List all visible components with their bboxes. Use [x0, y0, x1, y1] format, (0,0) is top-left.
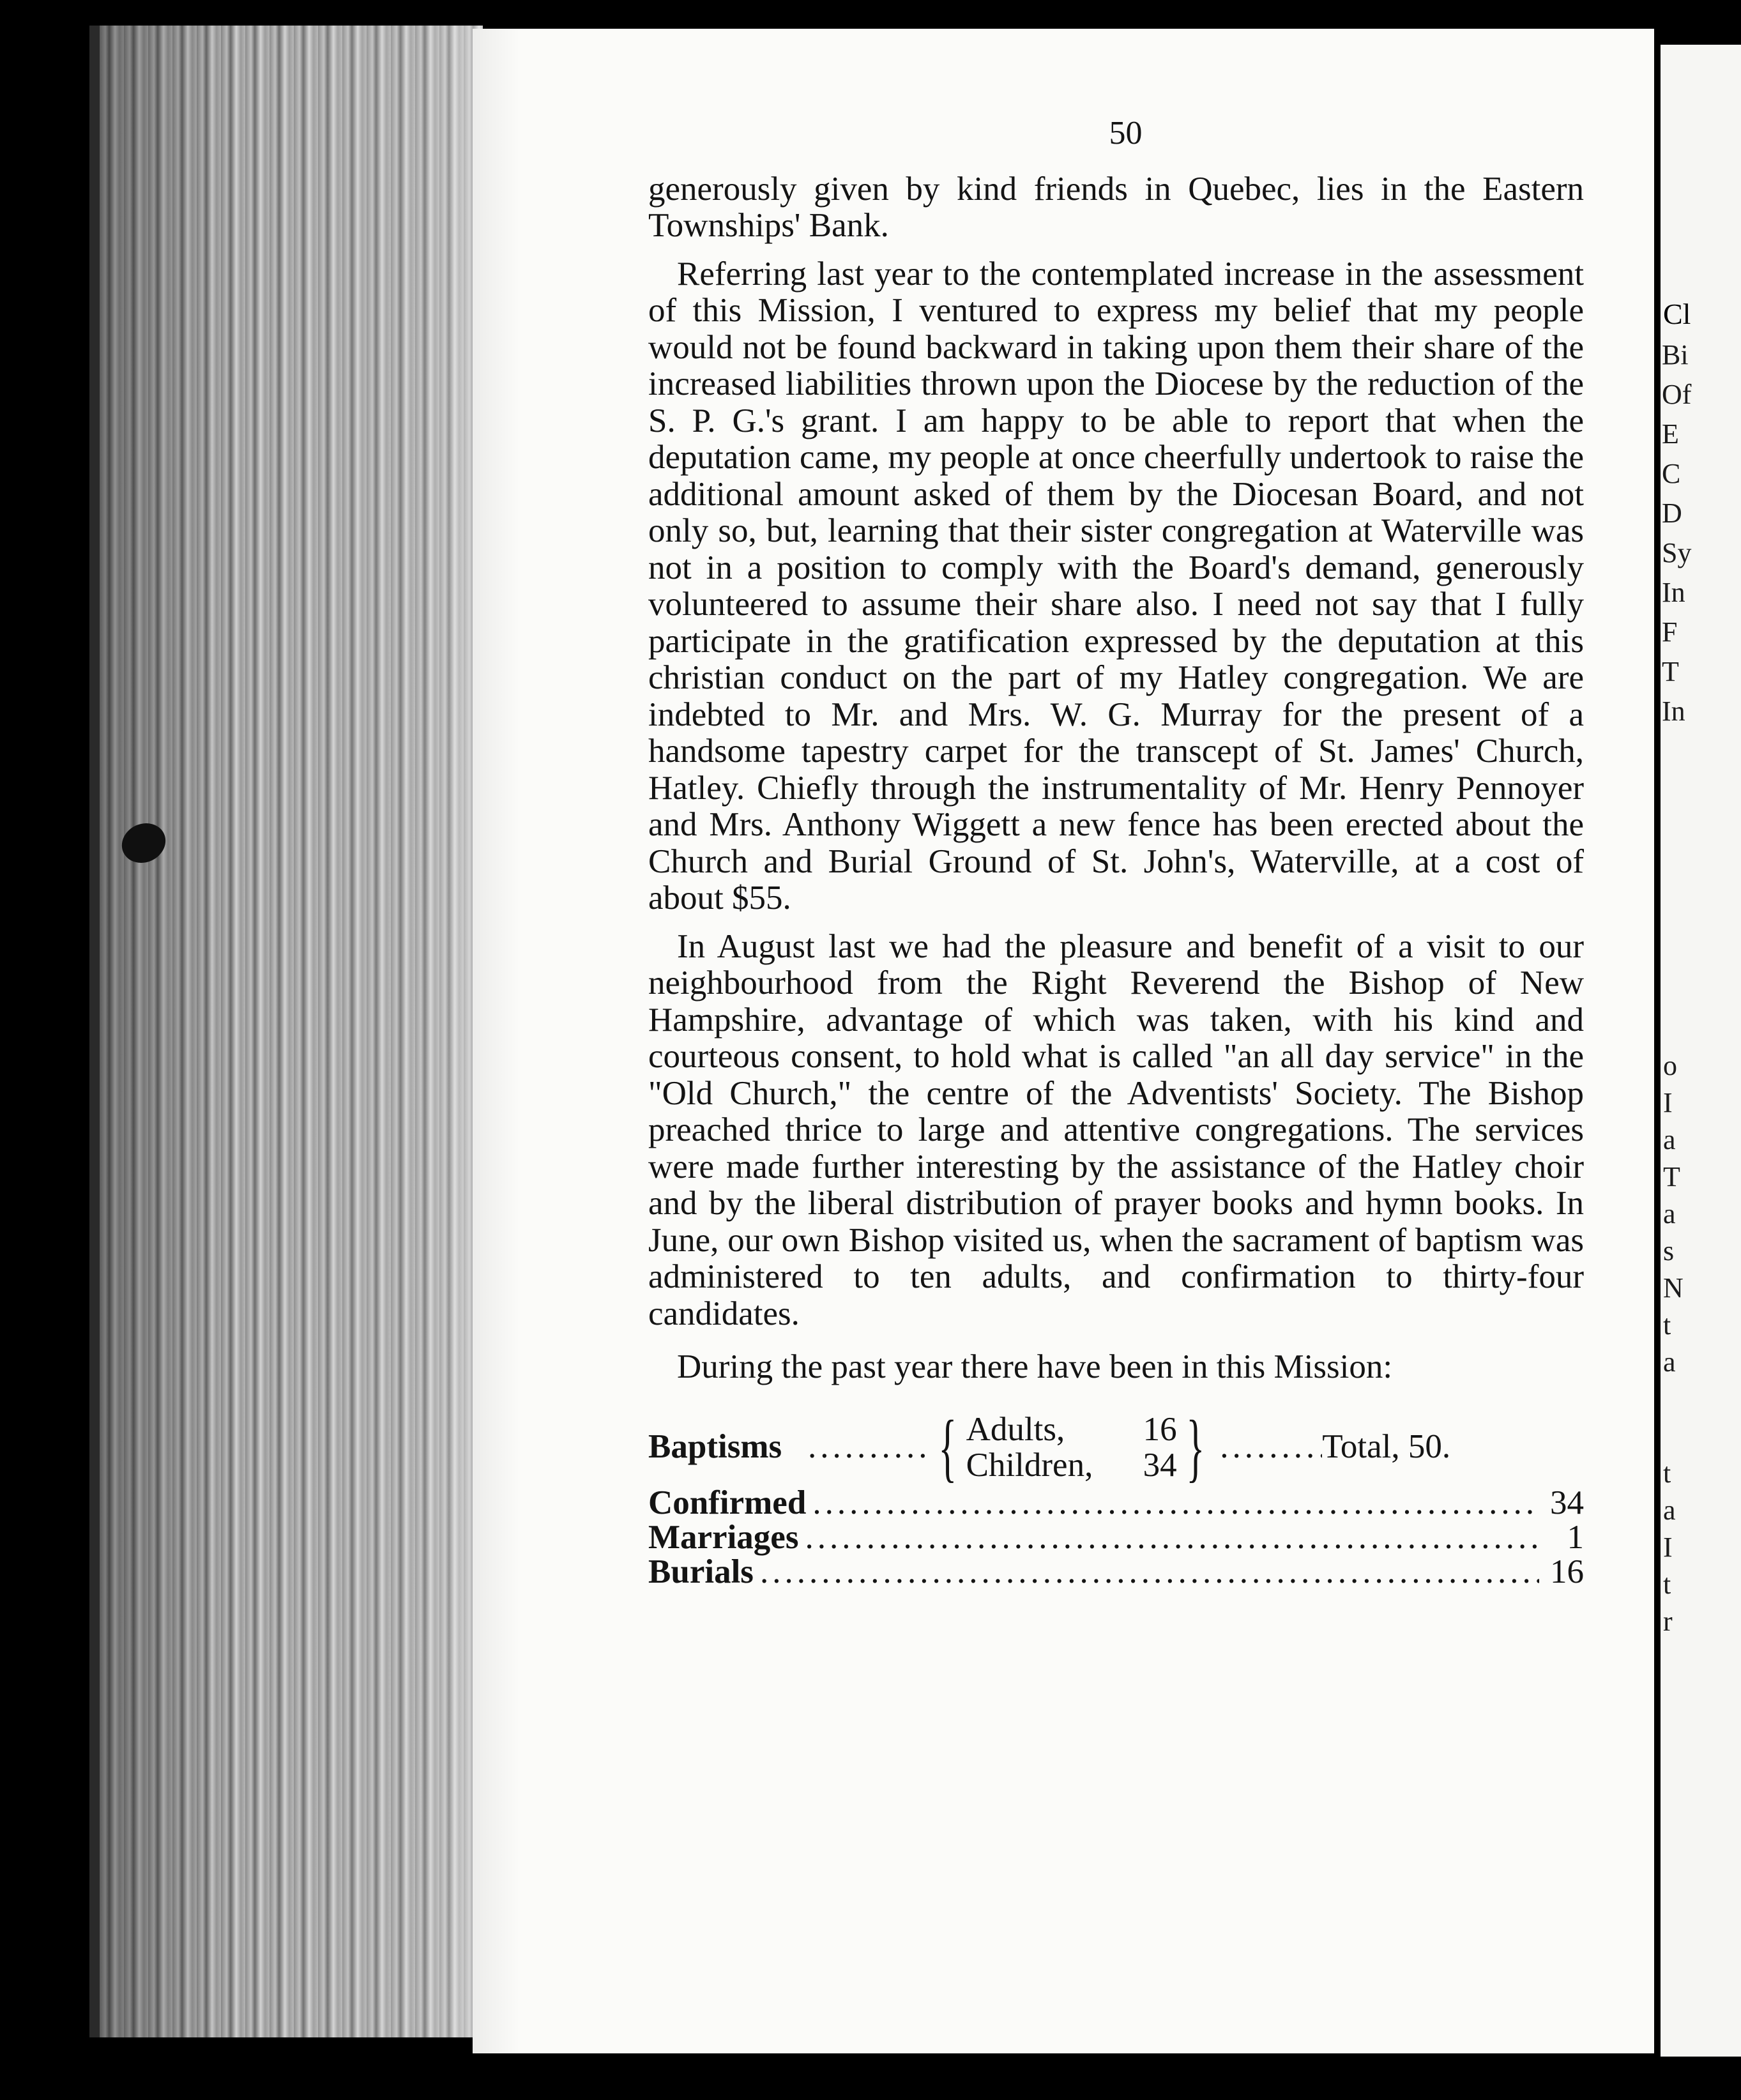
paragraph: Referring last year to the contemplated increase in the assessment of this Mission, I ventured to express my belief that my people would not be found backward in taking upon them their share of the increased liabilities thrown upon the Diocese by the reduction of the S. P. G.'s grant. I am happy to be able to report that when the deputation came, my people at once cheerfully undertook to raise the additional amount asked of them by the Diocesan Board, and not only so, but, learning that their sister congregation at Waterville was not in a position to comply with the Board's demand, generously volunteered to assume their share also. I need not say that I fully participate in the gratification expressed by the deputation at this christian conduct on the part of my Hatley congregation. We are indebted to Mr. and Mrs. W. G. Murray for the present of a handsome tapestry carpet for the transcept of St. James' Church, Hatley. Chiefly through the instrumentality of Mr. Henry Pennoyer and Mrs. Anthony Wiggett a new fence has been erected about the Church and Burial Ground of St. John's, Waterville, at a cost of about $55. — [648, 255, 1584, 917]
facing-page-letter: t — [1663, 1457, 1671, 1489]
facing-page-upper-column — [1662, 335, 1691, 731]
children-value: 34 — [1143, 1446, 1177, 1484]
page-edges — [89, 26, 483, 2037]
paragraph: generously given by kind friends in Quebec, lies in the Eastern Townships' Bank. — [648, 170, 1584, 244]
brace-right: } — [1186, 1404, 1205, 1489]
page-content — [648, 109, 1584, 1589]
marriages-row — [648, 1520, 1584, 1555]
brace-left: { — [938, 1404, 957, 1489]
leader-dots — [760, 1555, 1539, 1589]
burials-value: 16 — [1550, 1553, 1584, 1590]
facing-page-letter: C — [1662, 458, 1681, 489]
burials-row — [648, 1555, 1584, 1589]
paragraph: In August last we had the pleasure and benefit of a visit to our neighbourhood from the Right Reverend the Bishop of New Hampshire, advantage of which was taken, with his kind and courteous consent, to hold what is called "an all day service" in the "Old Church," the centre of the Adventists' Society. The Bishop preached thrice to large and attentive congregations. The services were made further interesting by the assistance of the Hatley choir and by the liberal distribution of prayer books and hymn books. In June, our own Bishop visited us, when the sacrament of baptism was administered to ten adults, and confirmation to thirty-four candidates. — [648, 927, 1584, 1332]
mission-statistics — [648, 1404, 1584, 1590]
facing-page-letter: a — [1663, 1346, 1676, 1378]
confirmed-label: Confirmed — [648, 1484, 807, 1521]
facing-page-letter: Sy — [1662, 537, 1692, 568]
baptism-breakdown — [966, 1411, 1177, 1483]
facing-page-letter: F — [1662, 616, 1678, 648]
facing-page-fragment — [1661, 45, 1741, 2057]
facing-page-letter: In — [1662, 577, 1685, 608]
facing-page-letter: T — [1663, 1161, 1680, 1192]
adults-label: Adults, — [966, 1410, 1065, 1448]
baptisms-total: Total, 50. — [1322, 1427, 1451, 1465]
facing-page-lower-column — [1663, 1047, 1684, 1640]
facing-page-letter: In — [1662, 696, 1685, 727]
marriages-label: Marriages — [648, 1518, 799, 1556]
leader-dots — [812, 1486, 1539, 1520]
marriages-value: 1 — [1567, 1518, 1584, 1556]
facing-page-letter: t — [1663, 1309, 1671, 1341]
burials-label: Burials — [648, 1553, 754, 1590]
facing-page-letter: E — [1662, 418, 1679, 450]
adults-value: 16 — [1143, 1410, 1177, 1448]
leader-dots — [1220, 1429, 1322, 1466]
children-label: Children, — [966, 1446, 1093, 1484]
facing-page-letter: a — [1663, 1124, 1676, 1155]
leader-dots — [808, 1429, 929, 1466]
page-number: 50 — [1109, 115, 1143, 151]
confirmed-value: 34 — [1550, 1484, 1584, 1521]
facing-page-letter: r — [1663, 1606, 1673, 1637]
facing-page-letter: Bi — [1662, 339, 1689, 370]
facing-page-letter: N — [1663, 1272, 1684, 1304]
leader-dots — [805, 1520, 1539, 1555]
facing-page-letter: s — [1663, 1235, 1675, 1267]
facing-page-letter — [1663, 1381, 1684, 1418]
facing-page-letter: o — [1663, 1050, 1677, 1081]
facing-page-letter: a — [1663, 1495, 1676, 1526]
paragraph: During the past year there have been in this Mission: — [677, 1348, 1393, 1385]
facing-page-letter — [1663, 1418, 1684, 1455]
facing-page-letter: Of — [1662, 379, 1692, 410]
facing-page-letter: t — [1663, 1569, 1671, 1600]
facing-page-header: Cl — [1663, 298, 1691, 330]
facing-page-letter: a — [1663, 1198, 1676, 1229]
baptisms-label: Baptisms — [648, 1427, 782, 1465]
children-line — [966, 1447, 1177, 1483]
adults-line — [966, 1411, 1177, 1447]
facing-page-letter: T — [1662, 656, 1679, 687]
baptisms-row — [648, 1404, 1584, 1489]
confirmed-row — [648, 1486, 1584, 1520]
facing-page-letter: I — [1663, 1532, 1673, 1563]
facing-page-letter: I — [1663, 1087, 1673, 1118]
facing-page-letter: D — [1662, 498, 1682, 529]
